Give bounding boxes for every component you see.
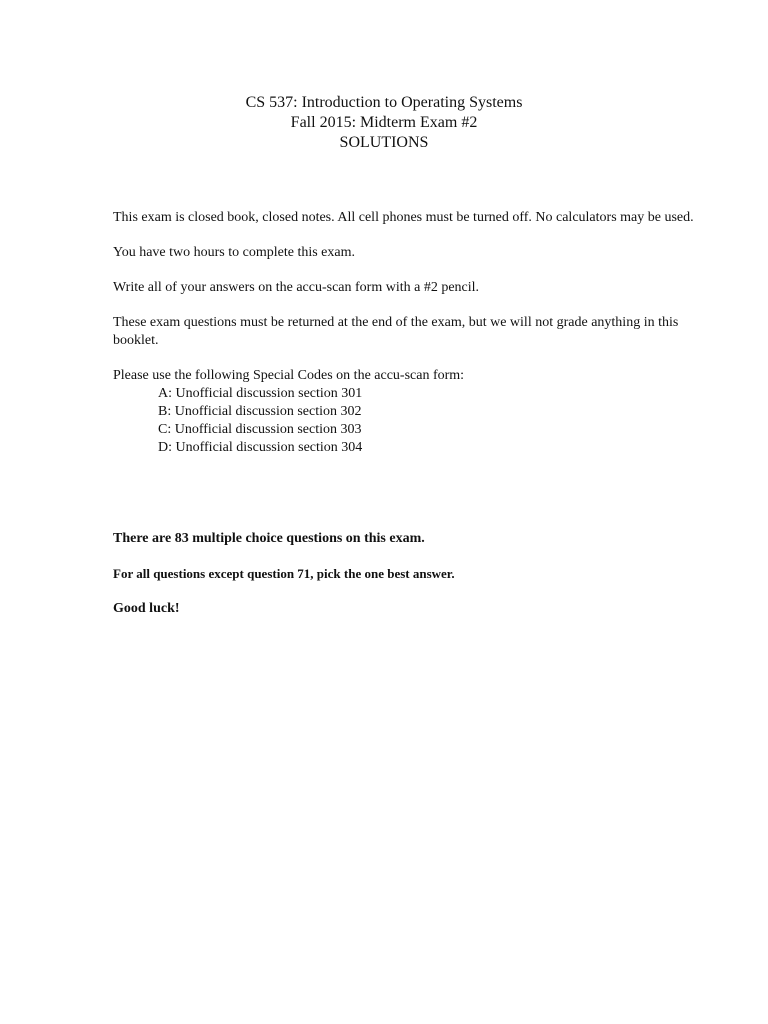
exam-title-block (0, 93, 768, 153)
special-code-item: D: Unofficial discussion section 304 (158, 440, 363, 455)
instruction-return-booklet: These exam questions must be returned at the end of the exam, but we will not grade anything in this booklet. (113, 315, 679, 348)
instruction-answer-form: Write all of your answers on the accu-scan form with a #2 pencil. (113, 280, 480, 295)
special-codes-list (158, 385, 718, 457)
solutions-label: SOLUTIONS (339, 134, 429, 151)
special-codes-intro: Please use the following Special Codes on the accu-scan form: (113, 368, 465, 383)
special-code-item: B: Unofficial discussion section 302 (158, 404, 362, 419)
special-code-item: A: Unofficial discussion section 301 (158, 386, 363, 401)
instruction-closed-book: This exam is closed book, closed notes. All cell phones must be turned off. No calculators may be used. (113, 210, 694, 225)
question-count-note: There are 83 multiple choice questions on this exam. (113, 531, 425, 546)
course-title: CS 537: Introduction to Operating Systems (245, 94, 523, 111)
instruction-time-limit: You have two hours to complete this exam. (113, 245, 355, 260)
special-code-item: C: Unofficial discussion section 303 (158, 422, 362, 437)
instructions-section (113, 209, 718, 457)
exam-term-title: Fall 2015: Midterm Exam #2 (290, 114, 478, 131)
exam-notes-section (113, 530, 718, 618)
answer-rule-note: For all questions except question 71, pick the one best answer. (113, 566, 455, 581)
good-luck-note: Good luck! (113, 601, 180, 616)
